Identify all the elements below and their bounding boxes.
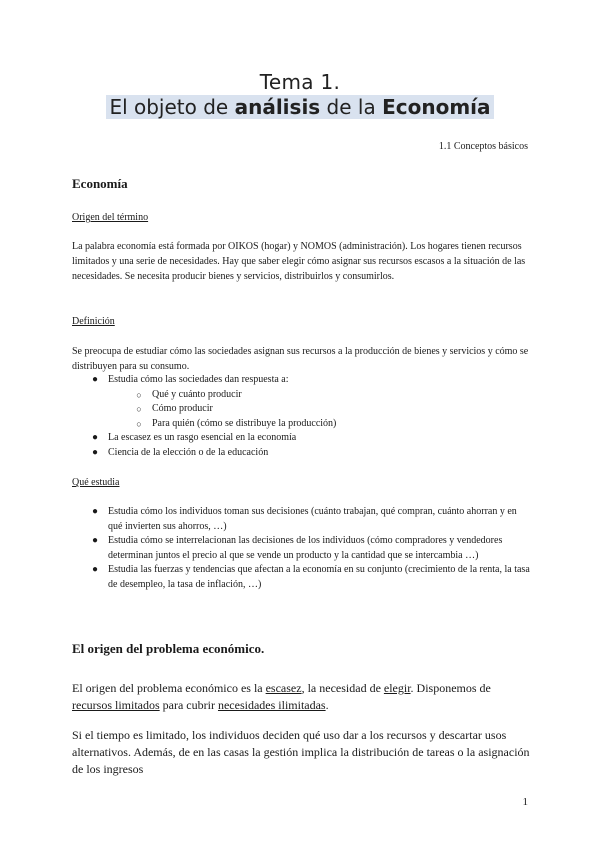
paragraph-definicion: Se preocupa de estudiar cómo las sociedades asignan sus recursos a la producción de bienes y servicios y cómo se distribuyen para su consumo. — [72, 346, 529, 372]
list-item — [90, 446, 530, 461]
underlined-term: necesidades ilimitadas — [217, 698, 326, 712]
sub-list — [134, 388, 530, 432]
list-item — [90, 534, 530, 563]
bullet-icon: ● — [91, 535, 99, 546]
paragraph-problema-1 — [72, 680, 532, 714]
list-item — [90, 373, 530, 431]
heading-problema: El origen del problema económico. — [72, 641, 265, 656]
list-item — [90, 563, 530, 592]
document-title-line2 — [0, 95, 600, 119]
paragraph-origen: La palabra economía está formada por OIKOS (hogar) y NOMOS (administración). Los hogares tienen recursos limitados y una serie de necesidades. Hay que saber elegir cómo asignar sus recursos escasos a la situación de las necesidades. Se necesita producir bienes y servicios, distribuirlos y consumirlos. — [72, 241, 526, 282]
list-item — [90, 431, 530, 446]
sub-list-item — [134, 388, 530, 403]
sub-list-item-text: Qué y cuánto producir — [152, 388, 242, 400]
heading-definicion: Definición — [72, 316, 115, 327]
title-text-1: El objeto de — [109, 95, 235, 119]
list-item-text: Estudia cómo los individuos toman sus decisiones (cuánto trabajan, qué compran, cuánto ahorran y en qué invierten sus ahorros, …) — [108, 506, 517, 532]
title-bold-1: análisis — [234, 95, 321, 119]
text-span: . — [325, 698, 329, 712]
bullet-icon: ● — [91, 374, 99, 385]
page-number: 1 — [522, 796, 528, 808]
text-span: El origen del problema económico es la — [72, 681, 266, 695]
bullet-icon: ● — [91, 564, 99, 575]
heading-que-estudia: Qué estudia — [72, 477, 120, 488]
title-highlight — [106, 95, 493, 119]
circle-bullet-icon: ○ — [136, 404, 142, 414]
title-bold-2: Economía — [382, 95, 491, 119]
bullet-icon: ● — [91, 432, 99, 443]
title-text-2: de la — [320, 95, 383, 119]
text-span: para cubrir — [159, 698, 218, 712]
sub-list-item-text: Para quién (cómo se distribuye la producción) — [152, 417, 337, 429]
list-item-text: Estudia cómo las sociedades dan respuesta a: — [108, 374, 289, 385]
underlined-term: recursos limitados — [72, 698, 160, 712]
circle-bullet-icon: ○ — [136, 389, 142, 400]
list-item-text: Ciencia de la elección o de la educación — [108, 446, 269, 458]
text-span: . Disponemos de — [410, 681, 491, 695]
bullet-icon: ● — [91, 446, 99, 458]
text-span: , la necesidad de — [301, 681, 384, 695]
sub-list-item — [134, 402, 530, 417]
circle-bullet-icon: ○ — [136, 418, 142, 429]
que-estudia-list — [90, 505, 530, 592]
sub-list-item-text: Cómo producir — [152, 403, 213, 414]
underlined-term: escasez — [265, 681, 302, 695]
underlined-term: elegir — [383, 681, 411, 695]
list-item-text: La escasez es un rasgo esencial en la economía — [108, 432, 297, 443]
sub-list-item — [134, 417, 530, 432]
definicion-list — [90, 373, 530, 460]
heading-economia: Economía — [72, 176, 128, 191]
list-item-text: Estudia las fuerzas y tendencias que afectan a la economía en su conjunto (crecimiento de la renta, la tasa de desempleo, la tasa de inflación, …) — [108, 564, 530, 590]
list-item-text: Estudia cómo se interrelacionan las decisiones de los individuos (cómo compradores y vendedores determinan juntos el precio al que se vende un producto y la cantidad que se intercambia …) — [108, 535, 503, 561]
section-subtitle: 1.1 Conceptos básicos — [438, 141, 528, 152]
list-item — [90, 505, 530, 534]
paragraph-problema-2: Si el tiempo es limitado, los individuos deciden qué uso dar a los recursos y descartar usos alternativos. Además, de en las casas la gestión implica la distribución de tareas o la asignación de los ingresos — [72, 728, 530, 776]
heading-origen: Origen del término — [72, 212, 149, 223]
bullet-icon: ● — [91, 506, 99, 517]
document-title-line1: Tema 1. — [259, 70, 341, 94]
